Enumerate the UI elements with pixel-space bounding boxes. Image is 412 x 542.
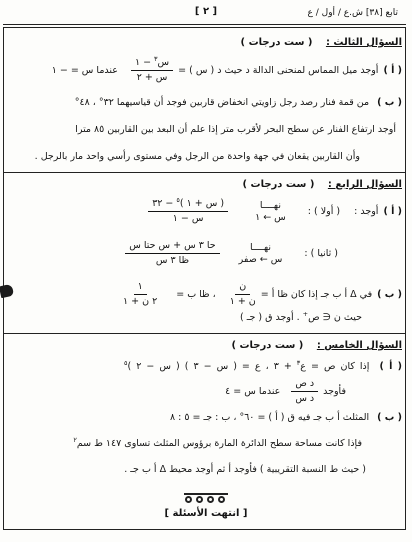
q4-heading — [242, 178, 402, 192]
q4-a-first-limit-sub: س ← ١ — [255, 211, 286, 223]
q3-heading — [241, 36, 402, 50]
q4-b-label: ( ب ) — [377, 288, 402, 300]
q4-a-second-limit — [239, 242, 283, 266]
q5-title: السؤال الخامس : — [316, 340, 402, 351]
q4-a-label: ( أ ) — [383, 205, 402, 217]
q4-a-first-limit-word: نهــــا — [259, 199, 281, 211]
q4-b-line-2-exponent: + — [302, 310, 309, 318]
q5-b-line-2-exponent: ٢ — [73, 436, 77, 444]
end-ornament-loop — [185, 496, 192, 503]
q3-b-line-3: وأن القاربين يقعان في جهة واحدة من الرجل وفي مستوى رأسي واحد مار بالرجل . — [34, 151, 360, 162]
q3-part-a — [52, 57, 402, 84]
page-reference: تابع [٣٨] ش.ع / أول / ع — [307, 8, 398, 18]
q4-a-first-num-base: ( س + ١ ) — [179, 198, 225, 209]
q4-a-first-fraction — [148, 198, 228, 225]
q5-b-line-2 — [73, 437, 362, 451]
q3-a-text-2: عندما س = − ١ — [51, 64, 118, 76]
end-of-questions: [ انتهت الأسئلة ] — [164, 508, 248, 519]
q4-a-first-limit — [255, 200, 286, 224]
q4-b-fraction-1-denominator: ن + ١ — [229, 296, 256, 307]
q5-heading — [231, 339, 402, 353]
q5-a-line-2-end: عندما س = ٤ — [225, 385, 281, 397]
q4-separator — [3, 333, 406, 334]
q3-a-numerator — [131, 57, 173, 71]
q5-a-text-base: إذا كان ص = ع — [300, 361, 370, 372]
q4-b-fraction-2-denominator: ٢ ن + ١ — [123, 296, 158, 307]
q3-part-b — [75, 96, 402, 110]
q3-b-line-2: أوجد ارتفاع الفنار عن سطح البحر لأقرب متر إذا علم أن البعد بين القاربين ٨٥ مترا — [75, 124, 396, 135]
q4-b-line-2 — [240, 311, 362, 325]
q5-b-line-3: ( حيث ط النسبة التقريبية ) فأوجد أ ثم أوجد محيط Δ أ ب جـ . — [124, 464, 366, 475]
q3-separator — [3, 172, 406, 173]
q4-part-a-second — [120, 240, 338, 267]
q3-b-label: ( ب ) — [377, 97, 402, 108]
q4-a-second-label: ( ثانيا ) : — [304, 247, 338, 259]
q5-marks: ( ست درجات ) — [231, 340, 304, 351]
q4-a-second-numerator: حا ٣ س + س حتا س — [125, 240, 219, 254]
q3-title: السؤال الثالث : — [325, 37, 402, 48]
q4-a-first-numerator — [148, 198, 228, 212]
q5-a-derivative-denominator: د س — [295, 393, 315, 404]
end-ornament-loop — [218, 496, 225, 503]
q5-a-text-mid: + ٣ ، ع = ( س − ٣ ) ( س − ٢ ) — [127, 361, 297, 372]
q5-b-label: ( ب ) — [377, 412, 402, 423]
q5-a-exponent-1: ٣ — [296, 359, 301, 367]
q4-b-text-2: ، ظا ب = — [176, 288, 216, 300]
q4-a-first-num-exponent: ٥ — [176, 196, 180, 204]
q5-a-derivative-numerator: د ص — [291, 378, 318, 392]
q4-b-fraction-2 — [123, 281, 157, 308]
header-rule-top — [3, 24, 406, 25]
q4-b-fraction-2-numerator: ١ — [134, 281, 147, 295]
q3-marks: ( ست درجات ) — [240, 37, 313, 48]
end-ornament-loop — [207, 496, 214, 503]
q5-a-line-2-start: فأوجد — [323, 385, 346, 397]
q4-b-fraction-1-numerator: ن — [235, 281, 250, 295]
q4-a-second-limit-word: نهــــا — [249, 241, 272, 253]
q4-part-a-first — [143, 198, 402, 225]
q4-a-first-num-rest: − ٣٢ — [152, 198, 177, 209]
q3-a-label: ( أ ) — [383, 64, 402, 76]
q4-marks: ( ست درجات ) — [242, 179, 315, 190]
q5-a-exponent-2: ٥ — [124, 359, 128, 367]
q3-a-num-rest: − ١ — [134, 57, 155, 68]
q4-a-find: أوجد : — [354, 205, 379, 217]
q3-a-denominator: س + ٢ — [136, 72, 168, 83]
q5-a-line-2 — [225, 378, 346, 405]
q3-b-line-1: من قمة فنار رصد رجل زاويتي انخفاض قاربين فوجد أن قياسيهما ٣٢° ، ٤٨° — [74, 97, 370, 108]
q4-a-first-label: ( أولا ) : — [307, 205, 341, 217]
q3-a-num-exponent: ٣ — [154, 55, 158, 63]
q4-a-second-denominator: ظا ٣ س — [155, 255, 190, 266]
q5-part-b — [170, 411, 402, 425]
q4-a-second-fraction — [125, 240, 219, 267]
q4-a-second-limit-sub: س ← صفر — [238, 253, 283, 265]
q4-b-line-2-rest: . أوجد ق ( جـ ) — [240, 312, 303, 323]
q4-b-text-1: في Δ أ ب جـ إذا كان ظا أ = — [260, 288, 373, 300]
end-ornament-loop — [196, 496, 203, 503]
q5-part-a — [124, 360, 402, 374]
q3-a-text-1: أوجد ميل المماس لمنحنى الدالة د حيث د ( س ) = — [178, 64, 379, 76]
q5-b-line-2-base: فإذا كانت مساحة سطح الدائرة المارة برؤوس المثلث تساوى ١٤٧ ط سم — [76, 438, 362, 449]
q4-part-b — [118, 281, 402, 308]
q3-a-fraction — [131, 57, 173, 84]
q4-b-line-2-base: حيث ن ∈ ص — [308, 312, 362, 323]
q5-a-label: ( أ ) — [379, 361, 402, 372]
end-ornament-bar — [184, 493, 228, 495]
q3-a-num-base: س — [157, 57, 170, 68]
end-ornament — [182, 493, 230, 504]
q5-a-derivative-fraction — [291, 378, 318, 405]
q4-a-first-denominator: س − ١ — [172, 213, 204, 224]
q4-title: السؤال الرابع : — [327, 179, 402, 190]
q5-b-line-1: المثلث أ ب جـ فيه ق ( أ ) = ٦٠° ، ب : جـ = ٥ : ٨ — [170, 412, 370, 423]
page-number: [ ٢ ] — [194, 6, 218, 17]
q4-b-fraction-1 — [230, 281, 256, 308]
